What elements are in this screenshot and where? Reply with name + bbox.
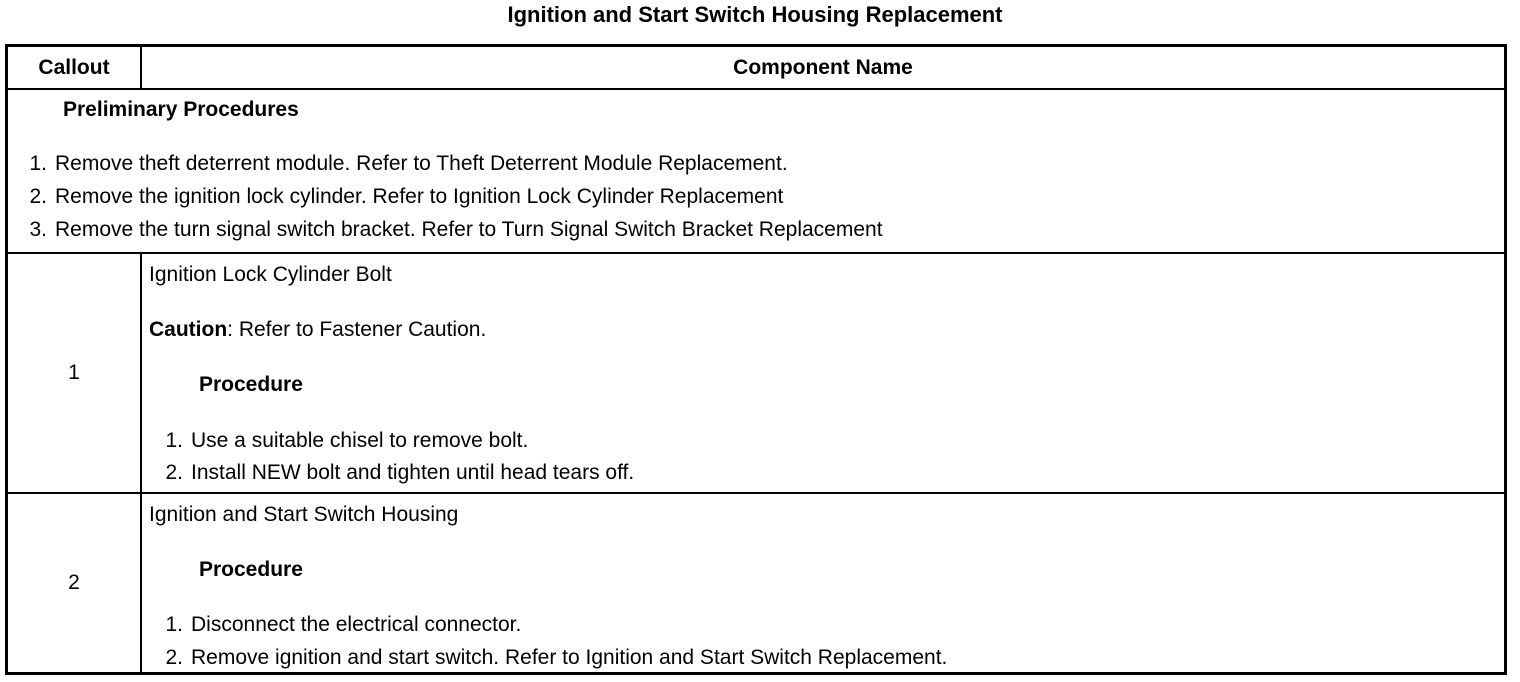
step-number: 2. <box>165 461 183 484</box>
step-text: Remove ignition and start switch. Refer to Ignition and Start Switch Replacement. <box>191 646 948 669</box>
procedure-step <box>155 461 634 485</box>
callout-number: 2 <box>8 494 142 672</box>
step-number: 1. <box>29 152 47 175</box>
step-text: Remove the turn signal switch bracket. Refer to Turn Signal Switch Bracket Replacement <box>55 218 883 241</box>
callout-number: 1 <box>8 254 142 492</box>
document-title: Ignition and Start Switch Housing Replacement <box>507 2 1003 27</box>
caution-text: : Refer to Fastener Caution. <box>227 318 487 341</box>
caution-note <box>149 318 486 342</box>
header-callout: Callout <box>8 47 142 88</box>
header-component-name: Component Name <box>733 55 913 79</box>
step-number: 1. <box>165 429 183 452</box>
preliminary-step <box>19 218 883 242</box>
procedure-step <box>155 429 528 453</box>
table-header-row <box>8 47 1504 90</box>
procedure-step <box>155 646 947 670</box>
preliminary-heading: Preliminary Procedures <box>63 98 299 121</box>
step-text: Remove theft deterrent module. Refer to Theft Deterrent Module Replacement. <box>55 152 788 175</box>
step-number: 2. <box>29 185 47 208</box>
step-text: Disconnect the electrical connector. <box>191 613 522 636</box>
component-name: Ignition Lock Cylinder Bolt <box>149 263 392 286</box>
component-cell <box>142 254 1504 492</box>
procedure-heading: Procedure <box>199 558 303 581</box>
component-name: Ignition and Start Switch Housing <box>149 503 459 526</box>
table-row <box>8 252 1504 492</box>
preliminary-step <box>19 185 783 209</box>
step-text: Install NEW bolt and tighten until head tears off. <box>191 461 635 484</box>
procedure-heading: Procedure <box>199 373 303 396</box>
table-row <box>8 492 1504 672</box>
preliminary-step <box>19 152 788 176</box>
step-text: Remove the ignition lock cylinder. Refer to Ignition Lock Cylinder Replacement <box>55 185 784 208</box>
procedure-step <box>155 613 521 637</box>
component-cell <box>142 494 1504 672</box>
caution-label: Caution <box>149 318 228 341</box>
step-text: Use a suitable chisel to remove bolt. <box>191 429 529 452</box>
procedure-table <box>5 44 1507 675</box>
step-number: 3. <box>29 218 47 241</box>
step-number: 1. <box>165 613 183 636</box>
step-number: 2. <box>165 646 183 669</box>
preliminary-procedures-row <box>8 90 1504 252</box>
